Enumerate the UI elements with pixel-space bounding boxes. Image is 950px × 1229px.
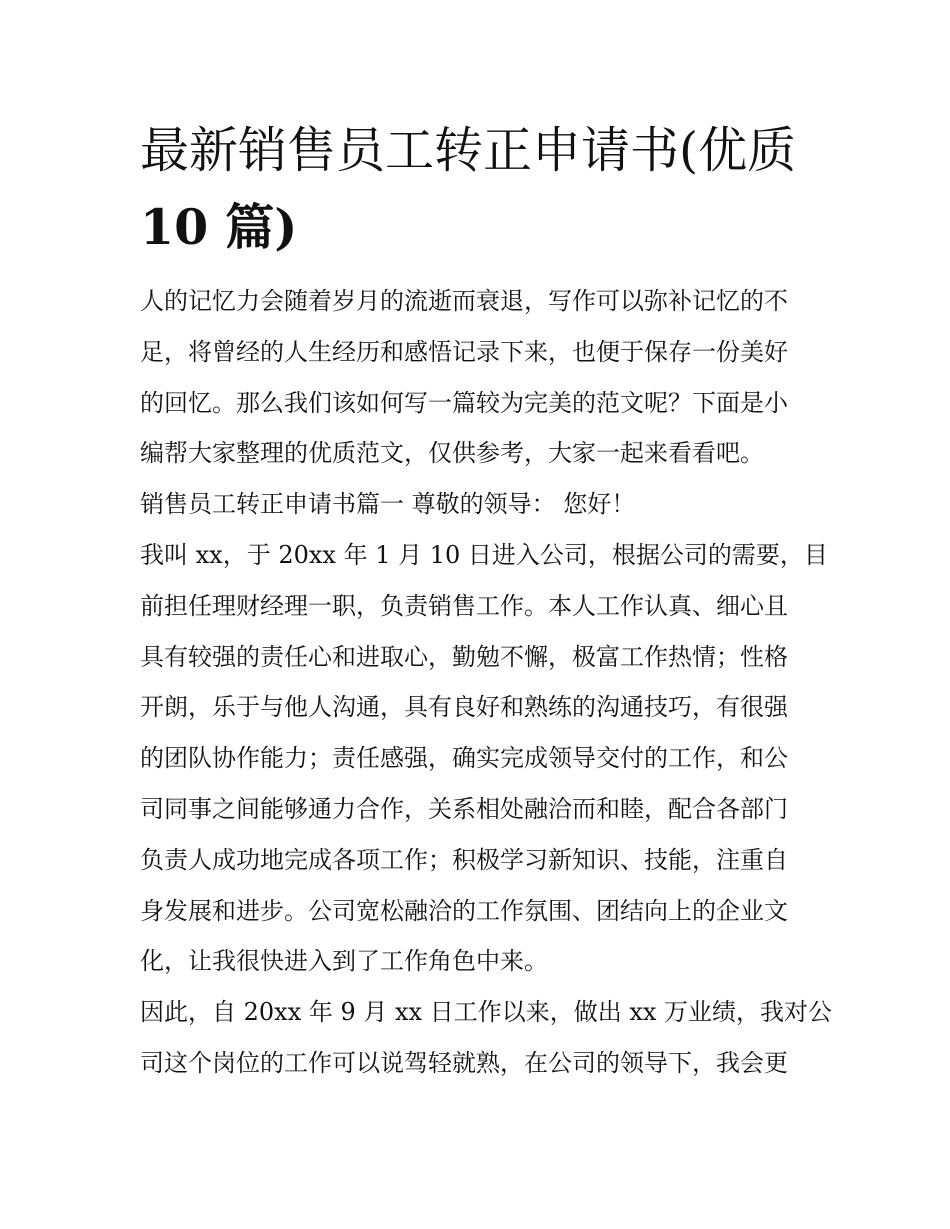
body-line: 编帮大家整理的优质范文，仅供参考，大家一起来看看吧。: [140, 439, 764, 468]
section-heading-line: 销售员工转正申请书篇一 尊敬的领导： 您好！: [140, 490, 636, 519]
body-line: 司同事之间能够通力合作，关系相处融洽而和睦，配合各部门: [140, 794, 788, 823]
body-line: 足，将曾经的人生经历和感悟记录下来，也便于保存一份美好: [140, 337, 788, 366]
body-line: 人的记忆力会随着岁月的流逝而衰退，写作可以弥补记忆的不: [140, 287, 788, 315]
body-line: 负责人成功地完成各项工作；积极学习新知识、技能，注重自: [140, 845, 788, 874]
body-line: 化，让我很快进入到了工作角色中来。: [140, 947, 548, 976]
body-line: 司这个岗位的工作可以说驾轻就熟，在公司的领导下，我会更: [140, 1048, 788, 1077]
title-line-2: 10 篇): [140, 198, 298, 256]
body-line: 的团队协作能力；责任感强，确实完成领导交付的工作，和公: [140, 744, 788, 773]
body-line: 身发展和进步。公司宽松融洽的工作氛围、团结向上的企业文: [140, 896, 788, 925]
body-line: 因此，自 20xx 年 9 月 xx 日工作以来，做出 xx 万业绩，我对公: [140, 998, 833, 1027]
title-line-1: 最新销售员工转正申请书(优质: [140, 122, 797, 179]
document-title: [140, 112, 820, 266]
body-line: 前担任理财经理一职，负责销售工作。本人工作认真、细心且: [140, 591, 788, 620]
body-line: 的回忆。那么我们该如何写一篇较为完美的范文呢？下面是小: [140, 388, 788, 417]
body-line: 具有较强的责任心和进取心，勤勉不懈，极富工作热情；性格: [140, 642, 788, 671]
document-body: [140, 276, 833, 1089]
body-line: 开朗，乐于与他人沟通，具有良好和熟练的沟通技巧，有很强: [140, 693, 788, 722]
body-line: 我叫 xx，于 20xx 年 1 月 10 日进入公司，根据公司的需要，目: [140, 540, 828, 569]
